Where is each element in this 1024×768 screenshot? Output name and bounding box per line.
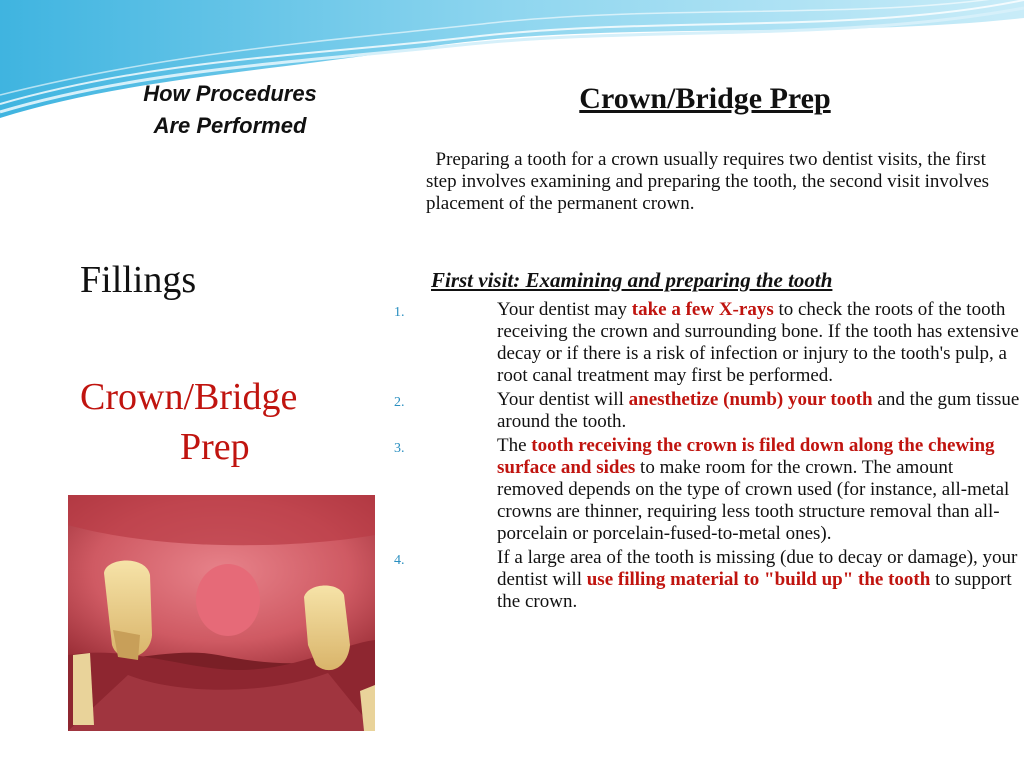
list-number: 1.	[394, 305, 405, 320]
step-text-post: to make room for the crown. The amount removed depends on the type of crown used (for instance, all-metal crowns are thinner, requiring less tooth structure removal than all-porcelain or porcelain-fused-to-metal ones).	[497, 457, 1010, 544]
step-highlight: anesthetize (numb) your tooth	[628, 389, 873, 410]
list-number: 4.	[394, 553, 405, 568]
step-text-pre: If a large area of the tooth is missing (due to decay or damage), your dentist will	[497, 547, 1018, 590]
step-text-post: to check the roots of the tooth receiving the crown and surrounding bone. If the tooth has extensive decay or if there is a risk of infection or injury to the tooth's pulp, a root canal treatment may first be performed.	[497, 299, 1019, 386]
step-text-pre: Your dentist may	[497, 299, 632, 320]
steps-list	[390, 299, 1020, 615]
intro-paragraph	[426, 149, 1016, 215]
list-item	[390, 299, 1020, 387]
step-text-pre: Your dentist will	[497, 389, 629, 410]
section-heading-line2: Are Performed	[153, 113, 307, 138]
nav-item-crown-line2: Prep	[180, 426, 250, 468]
prepared-teeth-photo	[68, 495, 375, 731]
step-text-post: to support the crown.	[497, 569, 1012, 612]
step-text-post: and the gum tissue around the tooth.	[497, 389, 1020, 432]
section-heading	[130, 78, 330, 142]
section-heading-line1: How Procedures	[143, 81, 317, 106]
list-item	[390, 547, 1020, 613]
page-title: Crown/Bridge Prep	[579, 82, 831, 115]
step-highlight: take a few X-rays	[631, 299, 774, 320]
step-highlight: tooth receiving the crown is filed down along the chewing surface and sides	[497, 435, 995, 478]
list-item	[390, 435, 1020, 545]
list-number: 2.	[394, 395, 405, 410]
step-highlight: use filling material to "build up" the tooth	[586, 569, 931, 590]
list-item	[390, 389, 1020, 433]
subheading: First visit: Examining and preparing the tooth	[431, 268, 833, 292]
nav-item-fillings[interactable]: Fillings	[80, 259, 197, 301]
step-text-pre: The	[497, 435, 532, 456]
intro-text: Preparing a tooth for a crown usually requires two dentist visits, the first step involves examining and preparing the tooth, the second visit involves placement of the permanent crown.	[426, 149, 990, 214]
nav-item-crown-bridge-prep[interactable]	[80, 372, 340, 472]
nav-item-crown-line1: Crown/Bridge	[80, 376, 298, 418]
list-number: 3.	[394, 441, 405, 456]
